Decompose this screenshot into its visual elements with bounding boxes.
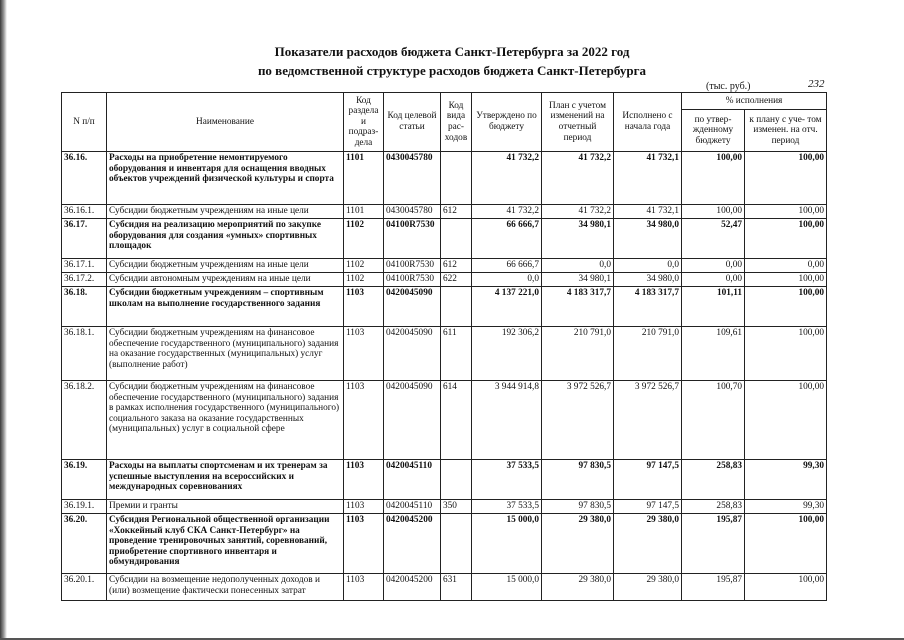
cell-executed: 29 380,0 [614, 514, 682, 574]
cell-approved: 15 000,0 [472, 574, 542, 601]
cell-executed: 41 732,1 [614, 205, 682, 219]
cell-plan: 210 791,0 [542, 327, 614, 381]
cell-plan: 41 732,2 [542, 205, 614, 219]
cell-target: 04100R7530 [384, 273, 441, 287]
cell-name: Субсидии автономным учреждениям на иные цели [107, 273, 344, 287]
cell-name: Субсидии на возмещение недополученных доходов и (или) возмещение фактически понесенных затрат [107, 574, 344, 601]
cell-section: 1102 [344, 219, 384, 259]
cell-type: 631 [441, 574, 472, 601]
cell-name: Расходы на выплаты спортсменам и их тренерам за успешные выступления на всероссийских и международных соревнованиях [107, 460, 344, 500]
cell-plan: 34 980,1 [542, 219, 614, 259]
cell-pct-plan: 100,00 [745, 219, 827, 259]
cell-target: 04100R7530 [384, 219, 441, 259]
table-row [62, 205, 827, 219]
col-header-name: Наименование [107, 93, 344, 152]
table-row [62, 287, 827, 327]
cell-type: 612 [441, 259, 472, 273]
cell-approved: 0,0 [472, 273, 542, 287]
cell-num: 36.18.2. [62, 381, 107, 460]
cell-num: 36.19.1. [62, 500, 107, 514]
cell-section: 1101 [344, 205, 384, 219]
cell-pct-plan: 100,00 [745, 514, 827, 574]
cell-type [441, 514, 472, 574]
cell-name: Субсидии бюджетным учреждениям на иные цели [107, 205, 344, 219]
cell-pct-plan: 99,30 [745, 500, 827, 514]
cell-num: 36.17.1. [62, 259, 107, 273]
cell-approved: 37 533,5 [472, 460, 542, 500]
table-row [62, 219, 827, 259]
col-header-num: N п/п [62, 93, 107, 152]
cell-pct-approved: 0,00 [682, 259, 745, 273]
col-header-executed: Исполнено с начала года [614, 93, 682, 152]
report-title-line-1: Показатели расходов бюджета Санкт-Петербурга за 2022 год [274, 44, 630, 59]
cell-pct-approved: 195,87 [682, 574, 745, 601]
col-header-plan: План с учетом изменений на отчетный период [542, 93, 614, 152]
cell-pct-approved: 0,00 [682, 273, 745, 287]
table-body [62, 152, 827, 601]
cell-pct-approved: 52,47 [682, 219, 745, 259]
cell-num: 36.17.2. [62, 273, 107, 287]
cell-type [441, 460, 472, 500]
cell-type: 614 [441, 381, 472, 460]
cell-num: 36.18. [62, 287, 107, 327]
cell-plan: 4 183 317,7 [542, 287, 614, 327]
cell-approved: 37 533,5 [472, 500, 542, 514]
cell-executed: 0,0 [614, 259, 682, 273]
table-header [62, 93, 827, 152]
cell-plan: 29 380,0 [542, 574, 614, 601]
table-row [62, 514, 827, 574]
cell-target: 0420045090 [384, 381, 441, 460]
cell-target: 0420045090 [384, 287, 441, 327]
cell-plan: 0,0 [542, 259, 614, 273]
cell-num: 36.17. [62, 219, 107, 259]
cell-pct-plan: 100,00 [745, 381, 827, 460]
budget-table [61, 92, 827, 601]
cell-section: 1103 [344, 327, 384, 381]
cell-num: 36.18.1. [62, 327, 107, 381]
scan-shadow-left [0, 0, 7, 640]
col-header-pct-approved: по утвер- жденному бюджету [682, 110, 745, 152]
cell-section: 1103 [344, 574, 384, 601]
col-header-type: Код вида рас- ходов [441, 93, 472, 152]
cell-pct-approved: 258,83 [682, 500, 745, 514]
table-row [62, 327, 827, 381]
cell-name: Расходы на приобретение немонтируемого оборудования и инвентаря для оснащения вводных объектов учреждений физической культуры и спорта [107, 152, 344, 205]
cell-target: 0420045090 [384, 327, 441, 381]
cell-plan: 41 732,2 [542, 152, 614, 205]
cell-pct-approved: 100,00 [682, 205, 745, 219]
cell-type: 622 [441, 273, 472, 287]
cell-pct-approved: 101,11 [682, 287, 745, 327]
cell-approved: 3 944 914,8 [472, 381, 542, 460]
cell-pct-plan: 100,00 [745, 327, 827, 381]
cell-target: 0430045780 [384, 152, 441, 205]
cell-pct-plan: 100,00 [745, 273, 827, 287]
cell-pct-approved: 100,70 [682, 381, 745, 460]
cell-pct-plan: 100,00 [745, 574, 827, 601]
cell-section: 1102 [344, 259, 384, 273]
cell-section: 1103 [344, 381, 384, 460]
cell-target: 0420045200 [384, 574, 441, 601]
cell-pct-approved: 195,87 [682, 514, 745, 574]
cell-section: 1103 [344, 500, 384, 514]
cell-approved: 41 732,2 [472, 205, 542, 219]
cell-executed: 4 183 317,7 [614, 287, 682, 327]
cell-num: 36.16. [62, 152, 107, 205]
cell-name: Субсидия на реализацию мероприятий по закупке оборудования для создания «умных» спортивных площадок [107, 219, 344, 259]
cell-approved: 66 666,7 [472, 259, 542, 273]
table-row [62, 460, 827, 500]
cell-target: 0420045110 [384, 460, 441, 500]
col-header-section: Код раздела и подраз- дела [344, 93, 384, 152]
cell-plan: 97 830,5 [542, 500, 614, 514]
cell-pct-plan: 100,00 [745, 287, 827, 327]
table-row [62, 500, 827, 514]
cell-approved: 66 666,7 [472, 219, 542, 259]
cell-type: 612 [441, 205, 472, 219]
col-header-pct-group: % исполнения [682, 93, 827, 110]
cell-approved: 192 306,2 [472, 327, 542, 381]
cell-pct-approved: 100,00 [682, 152, 745, 205]
col-header-approved: Утверждено по бюджету [472, 93, 542, 152]
cell-type [441, 219, 472, 259]
col-header-pct-plan: к плану с уче- том изменен. на отч. период [745, 110, 827, 152]
cell-pct-plan: 0,00 [745, 259, 827, 273]
cell-type [441, 152, 472, 205]
cell-plan: 97 830,5 [542, 460, 614, 500]
cell-executed: 97 147,5 [614, 460, 682, 500]
cell-target: 0420045200 [384, 514, 441, 574]
cell-executed: 41 732,1 [614, 152, 682, 205]
table-row [62, 273, 827, 287]
cell-target: 0420045110 [384, 500, 441, 514]
cell-section: 1103 [344, 514, 384, 574]
cell-pct-plan: 100,00 [745, 205, 827, 219]
cell-plan: 29 380,0 [542, 514, 614, 574]
cell-executed: 97 147,5 [614, 500, 682, 514]
cell-executed: 34 980,0 [614, 273, 682, 287]
col-header-target: Код целевой статьи [384, 93, 441, 152]
cell-pct-plan: 100,00 [745, 152, 827, 205]
cell-type: 350 [441, 500, 472, 514]
cell-executed: 3 972 526,7 [614, 381, 682, 460]
cell-section: 1103 [344, 287, 384, 327]
cell-pct-approved: 109,61 [682, 327, 745, 381]
cell-section: 1101 [344, 152, 384, 205]
cell-approved: 15 000,0 [472, 514, 542, 574]
cell-executed: 29 380,0 [614, 574, 682, 601]
table-row [62, 152, 827, 205]
cell-plan: 34 980,1 [542, 273, 614, 287]
cell-name: Субсидии бюджетным учреждениям на иные цели [107, 259, 344, 273]
cell-pct-approved: 258,83 [682, 460, 745, 500]
table-row [62, 381, 827, 460]
cell-num: 36.19. [62, 460, 107, 500]
cell-num: 36.20. [62, 514, 107, 574]
cell-target: 04100R7530 [384, 259, 441, 273]
cell-approved: 41 732,2 [472, 152, 542, 205]
cell-plan: 3 972 526,7 [542, 381, 614, 460]
cell-target: 0430045780 [384, 205, 441, 219]
units-label: (тыс. руб.) [706, 81, 751, 92]
cell-executed: 34 980,0 [614, 219, 682, 259]
table-row [62, 574, 827, 601]
table-row [62, 259, 827, 273]
cell-name: Субсидии бюджетным учреждениям на финансовое обеспечение государственного (муниципального) задания на оказание государственных (муниципальных) услуг (выполнение работ) [107, 327, 344, 381]
cell-type: 611 [441, 327, 472, 381]
page-number: 232 [808, 78, 825, 90]
cell-name: Субсидии бюджетным учреждениям на финансовое обеспечение государственного (муниципального) задания в рамках исполнения государственного (муниципального) социального заказа на оказание государственных (муниципальных) услуг в социальной сфере [107, 381, 344, 460]
cell-num: 36.20.1. [62, 574, 107, 601]
cell-section: 1103 [344, 460, 384, 500]
cell-section: 1102 [344, 273, 384, 287]
cell-name: Субсидии бюджетным учреждениям – спортивным школам на выполнение государственного задания [107, 287, 344, 327]
cell-pct-plan: 99,30 [745, 460, 827, 500]
cell-name: Премии и гранты [107, 500, 344, 514]
cell-type [441, 287, 472, 327]
cell-name: Субсидия Региональной общественной организации «Хоккейный клуб СКА Санкт-Петербург» на проведение тренировочных занятий, соревнований, приобретение спортивного инвентаря и обмундирования [107, 514, 344, 574]
report-title-line-2: по ведомственной структуре расходов бюджета Санкт-Петербурга [257, 63, 647, 78]
cell-num: 36.16.1. [62, 205, 107, 219]
cell-executed: 210 791,0 [614, 327, 682, 381]
cell-approved: 4 137 221,0 [472, 287, 542, 327]
